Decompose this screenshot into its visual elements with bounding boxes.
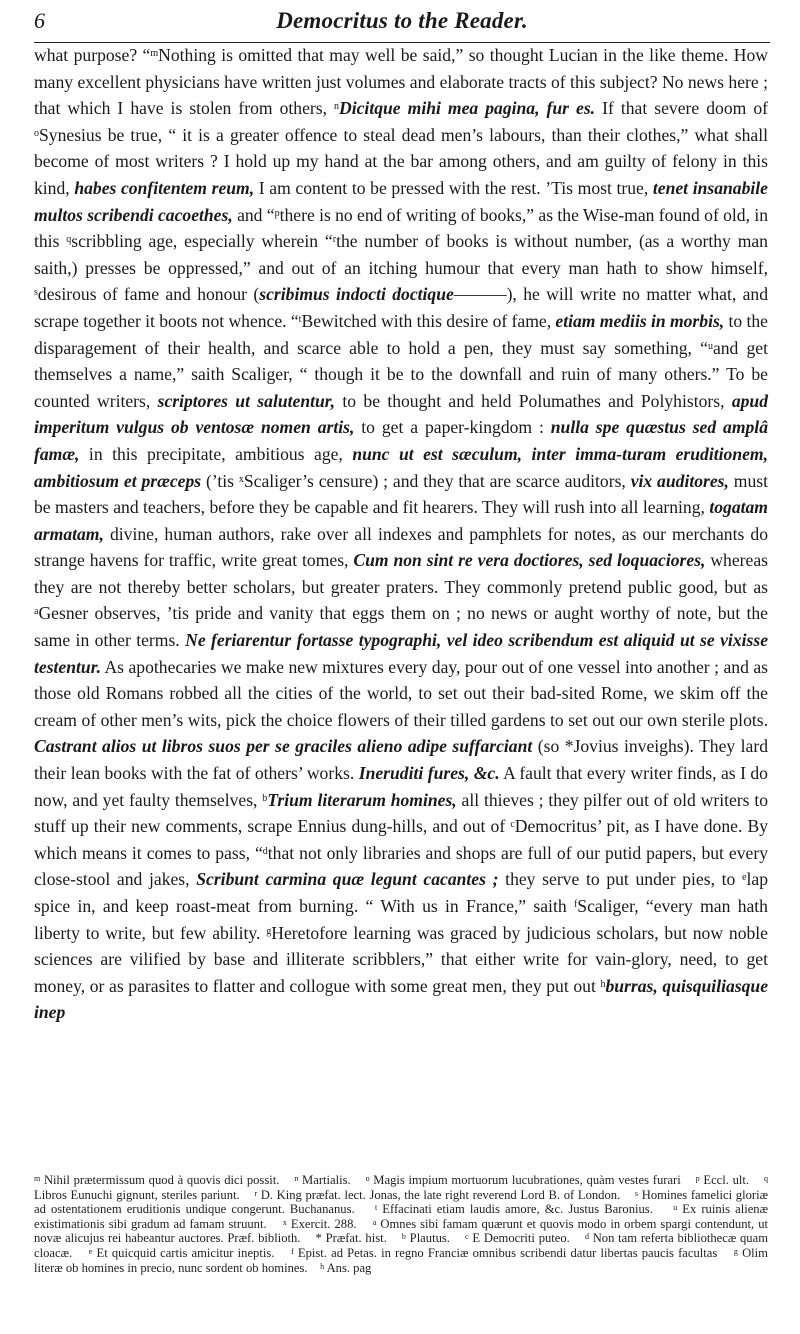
- body-paragraph: what purpose? “$^m$Nothing is omitted that may well be said,” so thought Lucian in the like theme. How many excellent physicians have written just volumes and elaborate tracts of this subject? No news here ; that which I have is stolen from others, $^n$Dicitque mihi mea pagina, fur es. If that severe doom of $^o$Synesius be true, “ it is a greater offence to steal dead men’s labours, than their clothes,” what shall become of most writers ? I hold up my hand at the bar among others, and am guilty of felony in this kind, habes confitentem reum, I am content to be pressed with the rest. ’Tis most true, tenet insanabile multos scribendi cacoethes, and “$^p$there is no end of writing of books,” as the Wise-man found of old, in this $^q$scribbling age, especially wherein “$^r$the number of books is without number, (as a worthy man saith,) presses be oppressed,” and out of an itching humour that every man hath to show himself, $^s$desirous of fame and honour (scribimus indocti doctique———), he will write no matter what, and scrape together it boots not whence. “$^t$Bewitched with this desire of fame, etiam mediis in morbis, to the disparagement of their health, and scarce able to hold a pen, they must say something, “$^u$and get themselves a name,” saith Scaliger, “ though it be to the downfall and ruin of many others.” To be counted writers, scriptores ut salutentur, to be thought and held Polumathes and Polyhistors, apud imperitum vulgus ob ventosæ nomen artis, to get a paper-kingdom : nulla spe quæstus sed amplâ famæ, in this precipitate, ambitious age, nunc ut est sæculum, inter imma-turam eruditionem, ambitiosum et præceps (’tis $^x$Scaliger’s censure) ; and they that are scarce auditors, vix auditores, must be masters and teachers, before they be capable and fit hearers. They will rush into all learning, togatam armatam, divine, human authors, rake over all indexes and pamphlets for notes, as our merchants do strange havens for traffic, write great tomes, Cum non sint re vera doctiores, sed loquaciores, whereas they are not thereby better scholars, but greater praters. They commonly pretend public good, but as $^a$Gesner observes, ’tis pride and vanity that eggs them on ; no news or aught worthy of note, but the same in other terms. Ne feriarentur fortasse typographi, vel ideo scribendum est aliquid ut se vixisse testentur. As apothecaries we make new mixtures every day, pour out of one vessel into another ; and as those old Romans robbed all the cities of the world, to set out their bad-sited Rome, we skim off the cream of other men’s wits, pick the choice flowers of their tilled gardens to set out our own sterile plots. Castrant alios ut libros suos per se graciles alieno adipe suffarciant (so *Jovius inveighs). They lard their lean books with the fat of others’ works. Ineruditi fures, &c. A fault that every writer finds, as I do now, and yet faulty themselves, $^b$Trium literarum homines, all thieves ; they pilfer out of old writers to stuff up their new comments, scrape Ennius dung-hills, and out of $^c$Democritus’ pit, as I have done. By which means it comes to pass, “$^d$that not only libraries and shops are full of our putid papers, but every close-stool and jakes, Scribunt carmina quæ legunt cacantes ; they serve to put under pies, to $^e$lap spice in, and keep roast-meat from burning. “ With us in France,” saith $^f$Scaliger, “every man hath liberty to write, but few ability. $^g$Heretofore learning was graced by judicious scholars, but now noble sciences are vilified by base and illiterate scribblers,” that either write for vain-glory, need, to get money, or as parasites to flatter and collogue with some great men, they put out $^h$burras, quisquiliasque inep: [34, 45, 769, 1023]
- running-head: Democritus to the Reader.: [276, 8, 528, 33]
- page-number: 6: [34, 8, 45, 33]
- footnotes: [34, 1173, 768, 1275]
- page-header: [34, 8, 770, 40]
- footnote-block: $^m$ Nihil prætermissum quod à quovis dici possit. $^n$ Martialis. $^o$ Magis impium mortuorum lucubrationes, quàm vestes furari $^p$ Eccl. ult. $^q$ Libros Eunuchi gignunt, steriles pariunt. $^r$ D. King præfat. lect. Jonas, the late right reverend Lord B. of London. $^s$ Homines famelici gloriæ ad ostentationem eruditionis undique congerunt. Buchananus. $^t$ Effacinati etiam laudis amore, &c. Justus Baronius. $^u$ Ex ruinis alienæ existimationis sibi gradum ad famam struunt. $^x$ Exercit. 288. $^a$ Omnes sibi famam quærunt et quovis modo in orbem spargi contendunt, ut novæ alicujus rei habeantur auctores. Præf. biblioth. * Præfat. hist. $^b$ Plautus. $^c$ E Democriti puteo. $^d$ Non tam referta bibliothecæ quam cloacæ. $^e$ Et quicquid cartis amicitur ineptis. $^f$ Epist. ad Petas. in regno Franciæ omnibus scribendi datur libertas paucis facultas $^g$ Olim literæ ob homines in precio, nunc sordent ob homines. $^h$ Ans. pag: [34, 1173, 768, 1275]
- body-text: [34, 42, 768, 1026]
